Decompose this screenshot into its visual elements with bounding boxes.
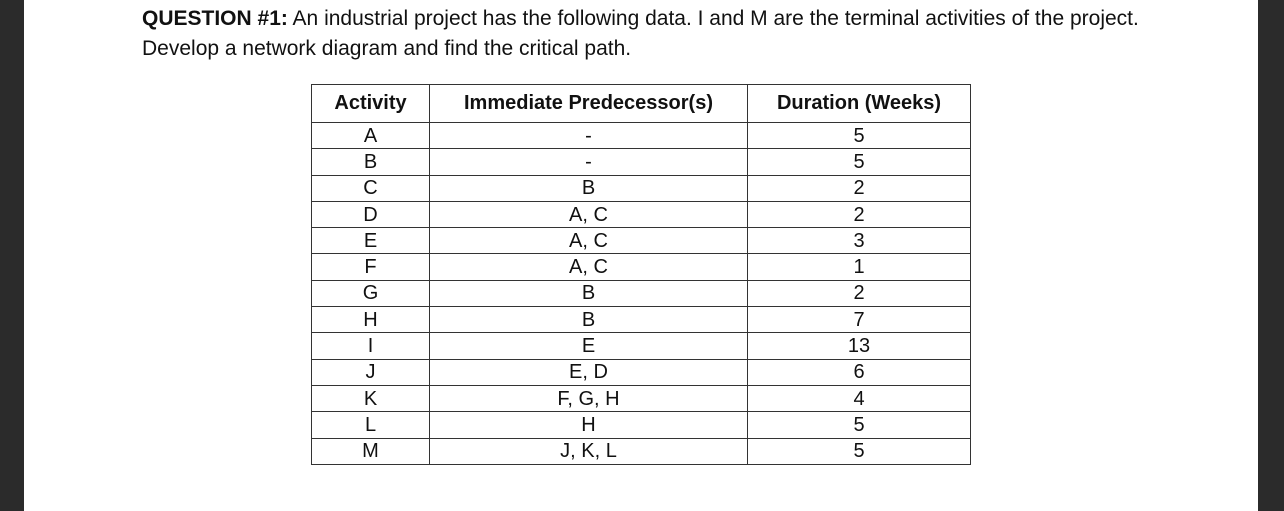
predecessor-cell: E, D: [430, 359, 748, 385]
predecessor-cell: J, K, L: [430, 438, 748, 464]
document-page: [24, 0, 1258, 511]
duration-cell: 7: [748, 307, 971, 333]
duration-cell: 5: [748, 438, 971, 464]
predecessor-cell: B: [430, 280, 748, 306]
table-row: [312, 175, 971, 201]
activity-cell: C: [312, 175, 430, 201]
table-row: [312, 123, 971, 149]
activity-cell: D: [312, 201, 430, 227]
table-row: [312, 307, 971, 333]
activity-cell: I: [312, 333, 430, 359]
question-body: An industrial project has the following data. I and M are the terminal activities of the project. Develop a network diagram and find the critical path.: [142, 7, 1139, 60]
duration-cell: 2: [748, 175, 971, 201]
question-label: QUESTION #1:: [142, 7, 288, 30]
activity-cell: G: [312, 280, 430, 306]
duration-cell: 6: [748, 359, 971, 385]
activity-cell: B: [312, 149, 430, 175]
activity-cell: F: [312, 254, 430, 280]
activity-cell: M: [312, 438, 430, 464]
table-row: [312, 149, 971, 175]
predecessor-cell: F, G, H: [430, 385, 748, 411]
question-text: [142, 4, 1202, 64]
table-header-row: [312, 85, 971, 123]
table-row: [312, 280, 971, 306]
table-row: [312, 385, 971, 411]
duration-cell: 2: [748, 201, 971, 227]
duration-cell: 5: [748, 149, 971, 175]
header-activity: Activity: [312, 85, 430, 123]
table-row: [312, 412, 971, 438]
predecessor-cell: B: [430, 307, 748, 333]
duration-cell: 3: [748, 228, 971, 254]
activity-cell: J: [312, 359, 430, 385]
table-row: [312, 333, 971, 359]
duration-cell: 2: [748, 280, 971, 306]
predecessor-cell: A, C: [430, 228, 748, 254]
header-predecessors: Immediate Predecessor(s): [430, 85, 748, 123]
predecessor-cell: H: [430, 412, 748, 438]
table-row: [312, 438, 971, 464]
activity-table: [311, 84, 971, 465]
predecessor-cell: A, C: [430, 254, 748, 280]
table-row: [312, 201, 971, 227]
predecessor-cell: A, C: [430, 201, 748, 227]
duration-cell: 1: [748, 254, 971, 280]
activity-cell: K: [312, 385, 430, 411]
activity-cell: L: [312, 412, 430, 438]
activity-cell: E: [312, 228, 430, 254]
predecessor-cell: -: [430, 149, 748, 175]
activity-cell: A: [312, 123, 430, 149]
duration-cell: 5: [748, 412, 971, 438]
activity-cell: H: [312, 307, 430, 333]
predecessor-cell: -: [430, 123, 748, 149]
predecessor-cell: B: [430, 175, 748, 201]
duration-cell: 5: [748, 123, 971, 149]
duration-cell: 13: [748, 333, 971, 359]
predecessor-cell: E: [430, 333, 748, 359]
table-row: [312, 228, 971, 254]
duration-cell: 4: [748, 385, 971, 411]
header-duration: Duration (Weeks): [748, 85, 971, 123]
table-row: [312, 254, 971, 280]
table-row: [312, 359, 971, 385]
